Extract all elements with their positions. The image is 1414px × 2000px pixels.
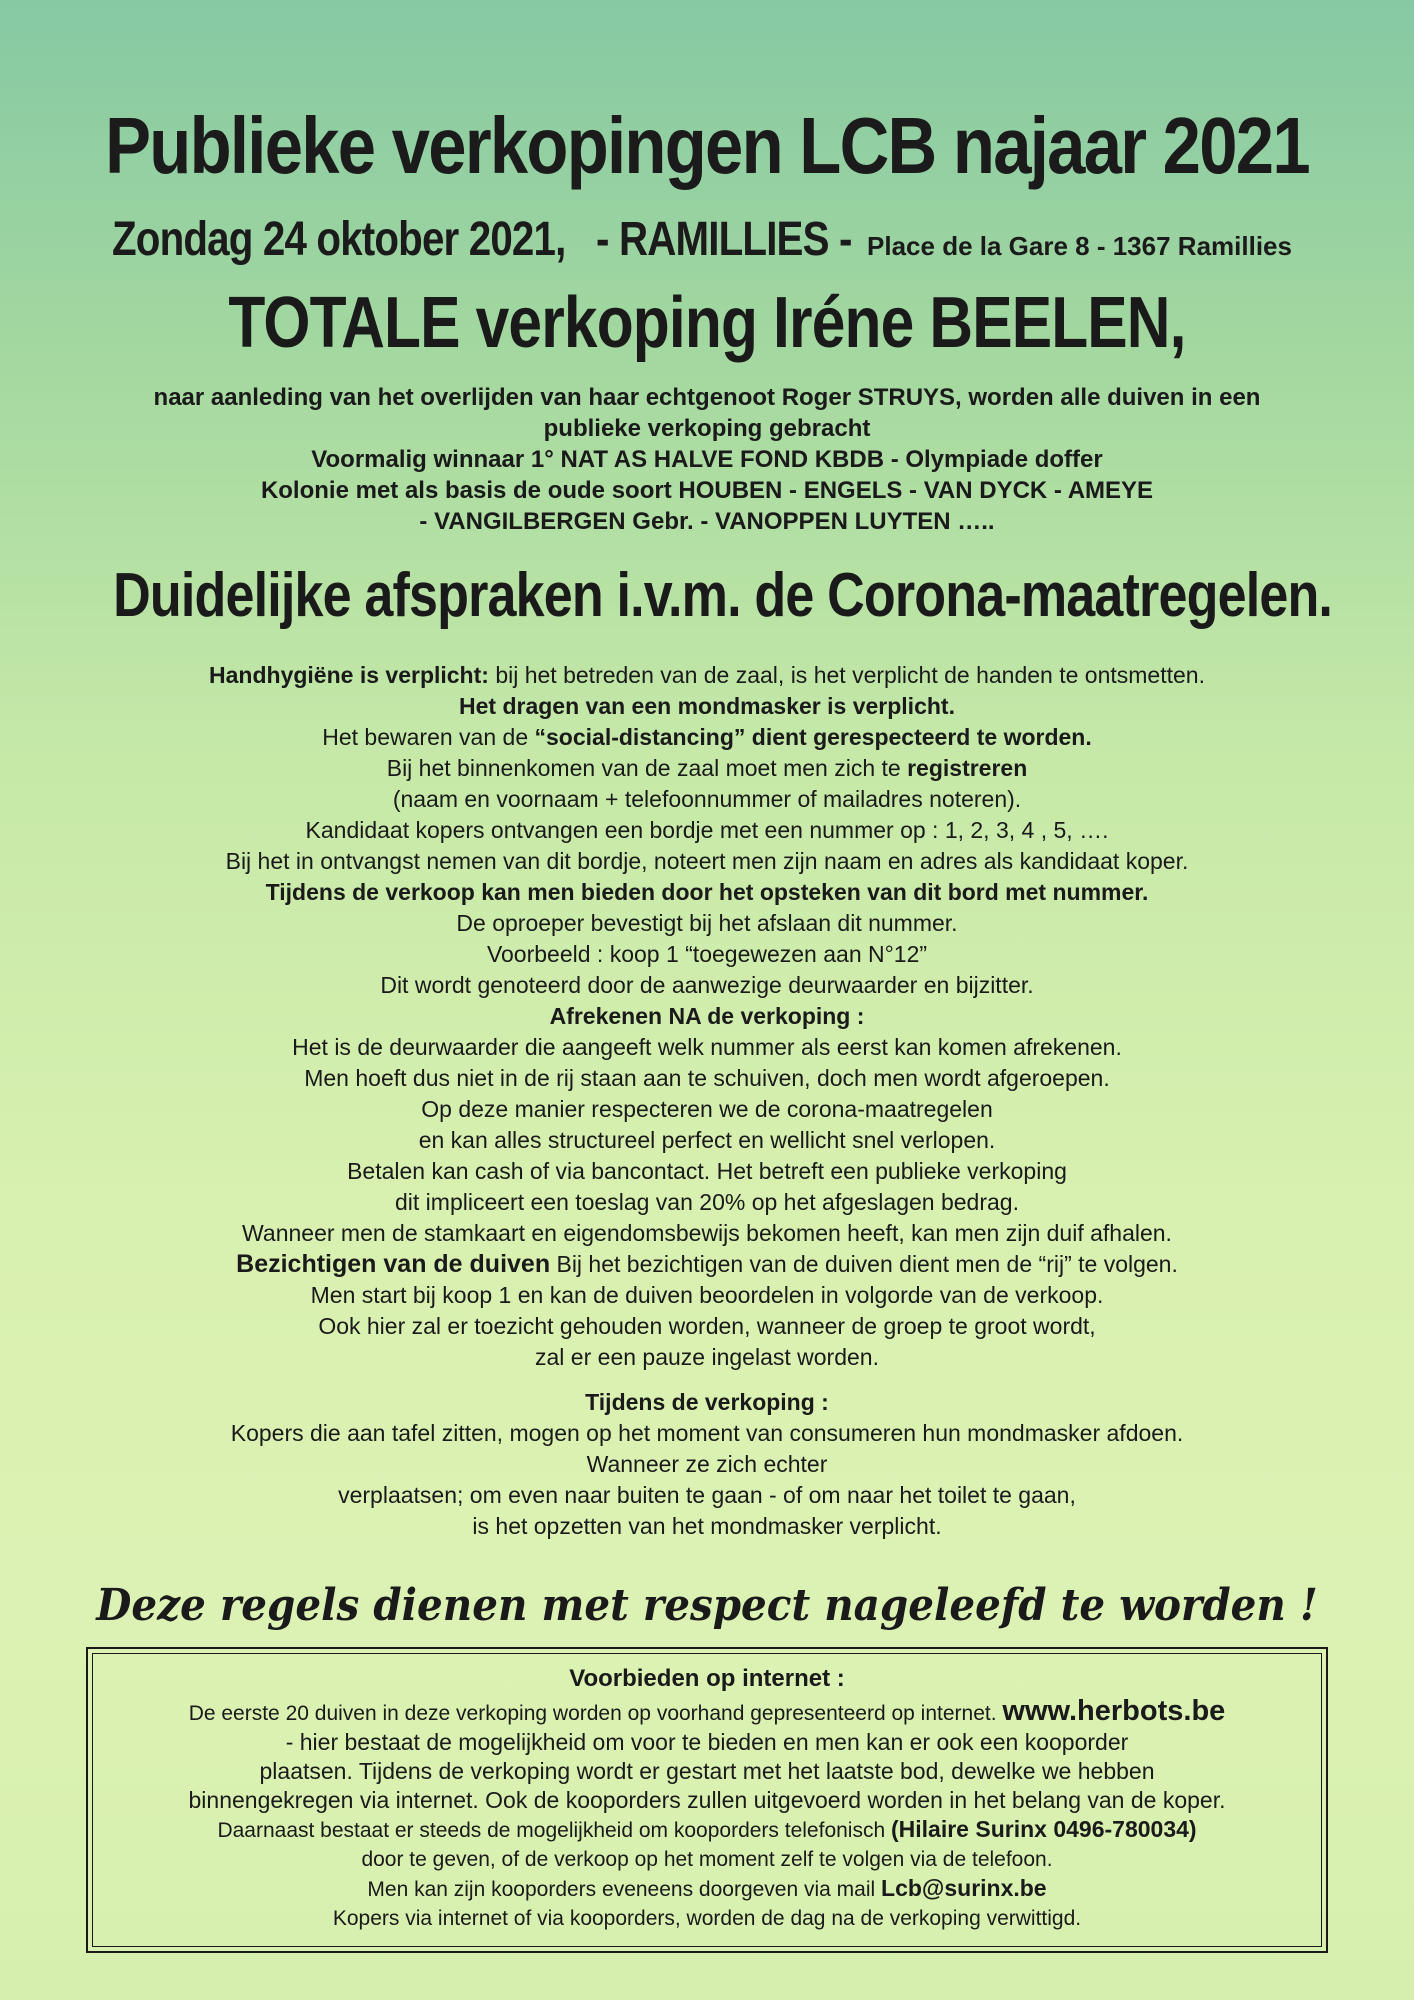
intro-line: Voormalig winnaar 1° NAT AS HALVE FOND KBDB - Olympiade doffer <box>311 446 1103 473</box>
rule-line: (naam en voornaam + telefoonnummer of mailadres noteren). <box>392 786 1022 812</box>
intro-line: naar aanleding van het overlijden van haar echtgenoot Roger STRUYS, worden alle duiven in een <box>153 384 1261 411</box>
rule-line: is het opzetten van het mondmasker verplicht. <box>472 1513 942 1539</box>
rule-line <box>60 877 1354 908</box>
page-title: Publieke verkopingen LCB najaar 2021 <box>105 101 1309 190</box>
rule-bold: Bezichtigen van de duiven <box>236 1250 551 1278</box>
rule-line <box>60 691 1354 722</box>
rule-line: Bij het in ontvangst nemen van dit bordje, noteert men zijn naam en adres als kandidaat koper. <box>225 848 1189 874</box>
rule-line: zal er een pauze ingelast worden. <box>535 1344 879 1370</box>
internet-line: binnengekregen via internet. Ook de kooporders zullen uitgevoerd worden in het belang van de koper. <box>188 1787 1226 1813</box>
internet-line: Kopers via internet of via kooporders, worden de dag na de verkoping verwittigd. <box>332 1907 1082 1930</box>
rule-line: Men hoeft dus niet in de rij staan aan te schuiven, doch men wordt afgeroepen. <box>304 1065 1110 1091</box>
rule-line: Dit wordt genoteerd door de aanwezige deurwaarder en bijzitter. <box>380 972 1034 998</box>
sale-date: Zondag 24 oktober 2021, <box>112 213 566 266</box>
rule-line: Het is de deurwaarder die aangeeft welk nummer als eerst kan komen afrekenen. <box>292 1034 1122 1060</box>
herbots-link[interactable]: www.herbots.be <box>1002 1695 1226 1727</box>
spacer <box>60 1373 1354 1387</box>
rule-text: Bij het bezichtigen van de duiven dient men de “rij” te volgen. <box>550 1251 1178 1277</box>
internet-text: Daarnaast bestaat er steeds de mogelijkheid om kooporders telefonisch <box>217 1819 891 1842</box>
rule-line: Op deze manier respecteren we de corona-maatregelen <box>421 1096 993 1122</box>
internet-line <box>100 1697 1314 1728</box>
sale-address: Place de la Gare 8 - 1367 Ramillies <box>867 231 1292 261</box>
rule-line: Voorbeeld : koop 1 “toegewezen aan N°12” <box>486 941 928 967</box>
rule-line <box>60 1249 1354 1280</box>
rule-bold: “social-distancing” dient gerespecteerd te worden. <box>534 724 1092 750</box>
rule-line: Ook hier zal er toezicht gehouden worden, wanneer de groep te groot wordt, <box>318 1313 1096 1339</box>
intro-line: publieke verkoping gebracht <box>543 415 871 442</box>
rule-line: en kan alles structureel perfect en wellicht snel verlopen. <box>418 1127 996 1153</box>
rule-line: verplaatsen; om even naar buiten te gaan - of om naar het toilet te gaan, <box>338 1482 1076 1508</box>
internet-title: Voorbieden op internet : <box>569 1665 845 1692</box>
rule-bold: Tijdens de verkoping : <box>585 1389 829 1415</box>
internet-line <box>100 1874 1314 1904</box>
rule-line: Kandidaat kopers ontvangen een bordje met een nummer op : 1, 2, 3, 4 , 5, …. <box>305 817 1109 843</box>
rule-line <box>60 753 1354 784</box>
intro-text <box>60 382 1354 537</box>
rule-line: Kopers die aan tafel zitten, mogen op het moment van consumeren hun mondmasker afdoen. <box>230 1420 1184 1446</box>
sale-title: TOTALE verkoping Iréne BEELEN, <box>228 283 1186 363</box>
rule-line: De oproeper bevestigt bij het afslaan dit nummer. <box>456 910 958 936</box>
rule-line: Men start bij koop 1 en kan de duiven beoordelen in volgorde van de verkoop. <box>310 1282 1104 1308</box>
rule-line: Wanneer ze zich echter <box>586 1451 828 1477</box>
email-link[interactable]: Lcb@surinx.be <box>881 1875 1047 1901</box>
rule-bold: Het dragen van een mondmasker is verplicht. <box>459 693 955 719</box>
internet-line: door te geven, of de verkoop op het moment zelf te volgen via de telefoon. <box>361 1848 1053 1871</box>
rule-line: dit impliceert een toeslag van 20% op het afgeslagen bedrag. <box>395 1189 1019 1215</box>
corona-heading: Duidelijke afspraken i.v.m. de Corona-maatregelen. <box>113 561 1333 630</box>
internet-line: plaatsen. Tijdens de verkoping wordt er gestart met het laatste bod, dewelke we hebben <box>259 1758 1155 1784</box>
rule-bold: Tijdens de verkoop kan men bieden door het opsteken van dit bord met nummer. <box>265 879 1149 905</box>
rule-text: Bij het binnenkomen van de zaal moet men zich te <box>386 755 908 781</box>
corona-rules <box>60 660 1354 1542</box>
date-line <box>112 212 1292 267</box>
sale-place: - RAMILLIES - <box>596 213 852 266</box>
phone-contact: (Hilaire Surinx 0496-780034) <box>891 1816 1197 1842</box>
internet-line: - hier bestaat de mogelijkheid om voor te bieden en men kan er ook een kooporder <box>285 1729 1129 1755</box>
internet-text: De eerste 20 duiven in deze verkoping worden op voorhand gepresenteerd op internet. <box>188 1702 1003 1725</box>
internet-box-content <box>100 1661 1314 1933</box>
rule-line <box>60 660 1354 691</box>
rule-line <box>60 722 1354 753</box>
rule-text: bij het betreden van de zaal, is het verplicht de handen te ontsmetten. <box>488 662 1205 688</box>
rule-bold: Handhygiëne is verplicht: <box>209 662 489 688</box>
slogan: Deze regels dienen met respect nageleefd te worden ! <box>96 1580 1318 1631</box>
intro-line: Kolonie met als basis de oude soort HOUBEN - ENGELS - VAN DYCK - AMEYE <box>260 477 1154 504</box>
rule-line <box>60 1001 1354 1032</box>
rule-bold: registreren <box>907 755 1028 781</box>
rule-line <box>60 1387 1354 1418</box>
internet-box <box>86 1647 1328 1953</box>
rule-line: Wanneer men de stamkaart en eigendomsbewijs bekomen heeft, kan men zijn duif afhalen. <box>242 1220 1172 1246</box>
internet-line <box>100 1815 1314 1845</box>
rule-line: Betalen kan cash of via bancontact. Het betreft een publieke verkoping <box>347 1158 1067 1184</box>
rule-text: Het bewaren van de <box>322 724 535 750</box>
internet-text: Men kan zijn kooporders eveneens doorgeven via mail <box>367 1878 882 1901</box>
rule-bold: Afrekenen NA de verkoping : <box>549 1003 865 1029</box>
intro-line: - VANGILBERGEN Gebr. - VANOPPEN LUYTEN ….. <box>419 508 995 535</box>
